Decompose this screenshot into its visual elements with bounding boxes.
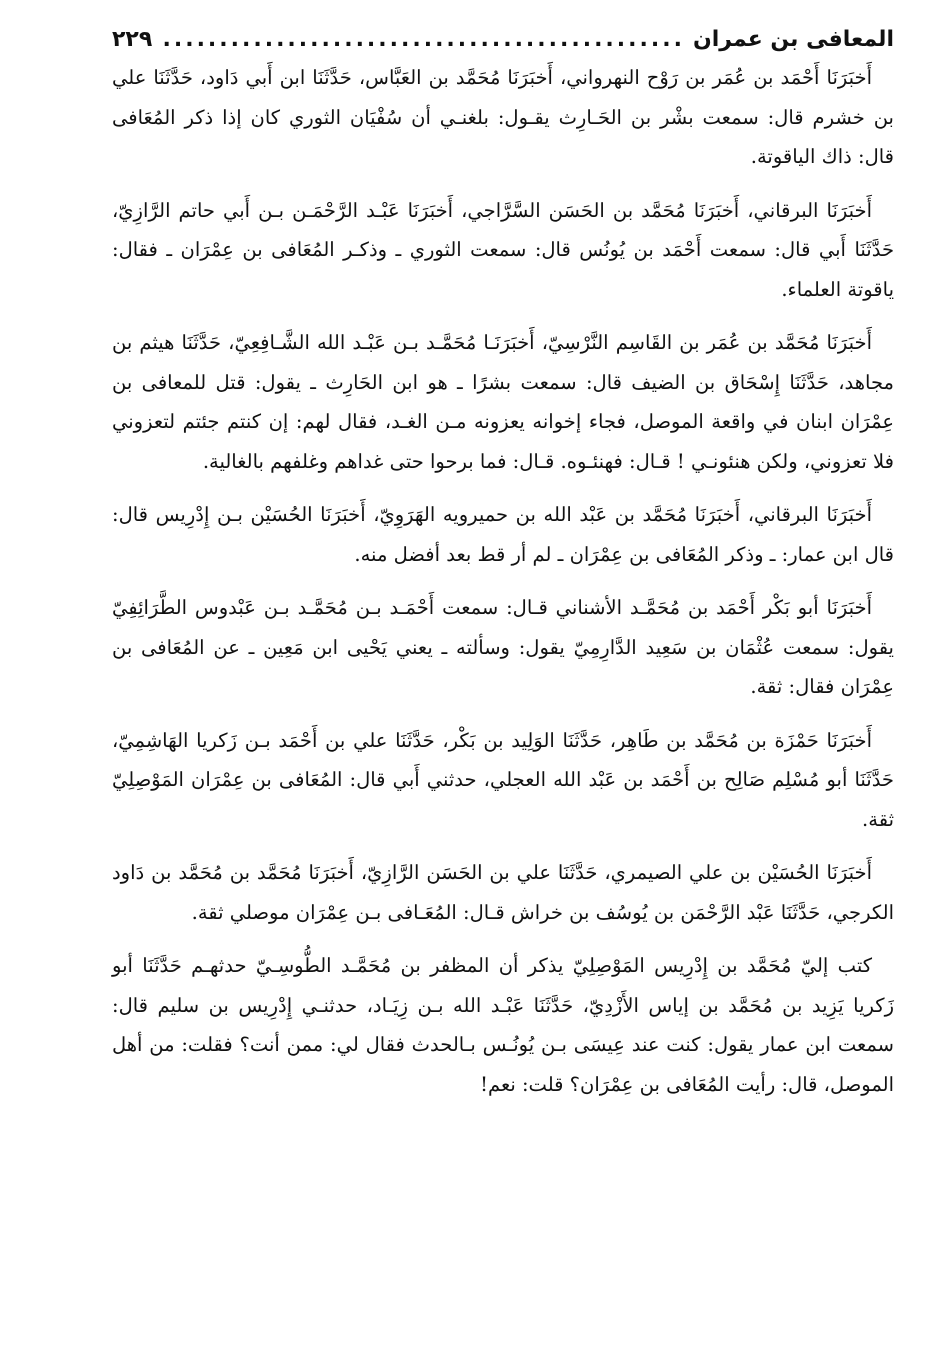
paragraph: أَخبَرَنَا البرقاني، أَخبَرَنَا مُحَمَّد بن الحَسَن السَّرَّاجي، أَخبَرَنَا عَبْـد الرَّحْمَـن بـن أَبي حاتم الرَّازِيّ، حَدَّثَنَا أَبي قال: سمعت أَحْمَد بن يُونُس قال: سمعت الثوري ـ وذكـر المُعَافى بن عِمْرَان ـ فقال: ياقوتة العلماء.: [112, 198, 894, 301]
paragraph: أَخبَرَنَا أَحْمَد بن عُمَر بن رَوْح النهرواني، أَخبَرَنَا مُحَمَّد بن العَبَّاس، حَدَّثَنَا ابن أَبي دَاود، حَدَّثَنَا علي بن خشرم قال: سمعت بشْر بن الحَـارِث يقـول: بلغنـي أن سُفْيَان الثوري كان إذا ذكر المُعَافى قال: ذاك الياقوتة.: [112, 66, 894, 168]
book-page: [112, 24, 894, 1343]
paragraph: أَخبَرَنَا حَمْزَة بن مُحَمَّد بن طَاهِر، حَدَّثَنَا الوَلِيد بن بَكْر، حَدَّثَنَا علي بن أَحْمَد بـن زَكريا الهَاشِمِيّ، حَدَّثَنَا أبو مُسْلِم صَالِح بن أَحْمَد بن عَبْد الله العجلي، حدثني أَبي قال: المُعَافى بن عِمْرَان المَوْصِلِيّ ثقة.: [112, 728, 894, 831]
paragraph: أَخبَرَنَا مُحَمَّد بن عُمَر بن القَاسِم النَّرْسِيّ، أَخبَرَنَـا مُحَمَّـد بـن عَبْـد الله الشَّـافِعِيّ، حَدَّثَنَا هيثم بن مجاهد، حَدَّثَنَا إِسْحَاق بن الضيف قال: سمعت بشرًا ـ هو ابن الحَارِث ـ يقول: قتل للمعافى بن عِمْرَان ابنان في واقعة الموصل، فجاء إخوانه يعزونه مـن الغـد، فقال لهم: إن كنتم جئتم لتعزوني فلا تعزوني، ولكن هنئونـي ! قـال: فهنئـوه. قـال: فما برحوا حتى غداهم وغلفهم بالغالية.: [112, 331, 894, 473]
page-number: ٢٢٩: [112, 27, 153, 52]
page-body: [112, 58, 894, 1104]
paragraph: أَخبَرَنَا الحُسَيْن بن علي الصيمري، حَدَّثَنَا علي بن الحَسَن الرَّازِيّ، أَخبَرَنَا مُحَمَّد بن مُحَمَّد بن دَاود الكرجي، حَدَّثَنَا عَبْد الرَّحْمَن بن يُوسُف بن خراش قـال: المُعَـافى بـن عِمْرَان موصلي ثقة.: [112, 861, 894, 924]
running-header: [112, 24, 894, 58]
paragraph: أَخبَرَنَا أبو بَكْر أَحْمَد بن مُحَمَّـد الأشناني قـال: سمعت أَحْمَـد بـن مُحَمَّـد بـن عَبْدوس الطَّرَائِفِيّ يقول: سمعت عُثْمَان بن سَعِيد الدَّارِمِيّ يقول: وسألته ـ يعني يَحْيى ابن مَعِين ـ عن المُعَافى بن عِمْرَان فقال: ثقة.: [112, 596, 894, 698]
paragraph: كتب إليّ مُحَمَّد بن إِدْرِيس المَوْصِلِيّ يذكر أن المظفر بن مُحَمَّـد الطُّوسِـيّ حدثهـم حَدَّثَنَا أبو زَكريا يَزِيد بن مُحَمَّد بن إياس الأَزْدِيّ، حَدَّثَنَا عَبْـد الله بـن زِيَـاد، حدثنـي إِدْرِيس بن سليم قال: سمعت ابن عمار يقول: كنت عند عِيسَى بـن يُونُـس بـالحدث فقال لي: ممن أنت؟ فقلت: من أهل الموصل، قال: رأيت المُعَافى بن عِمْرَان؟ قلت: نعم!: [112, 954, 894, 1096]
running-title: المعافى بن عمران: [692, 27, 894, 52]
paragraph: أَخبَرَنَا البرقاني، أَخبَرَنَا مُحَمَّد بن عَبْد الله بن حميرويه الهَرَوِيّ، أَخبَرَنَا الحُسَيْن بـن إِدْرِيس قال: قال ابن عمار: ـ وذكر المُعَافى بن عِمْرَان ـ لم أر قط بعد أفضل منه.: [112, 503, 894, 566]
dot-leader: [160, 24, 685, 56]
